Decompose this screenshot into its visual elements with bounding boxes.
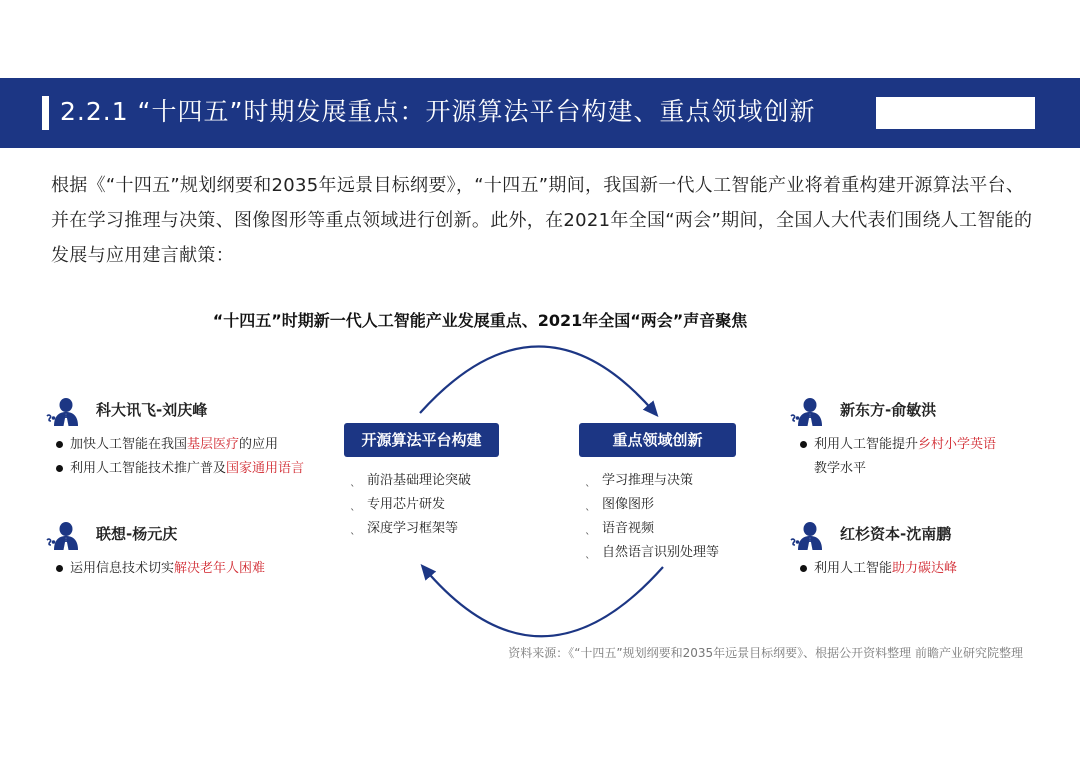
tick-icon: ˎ [585, 474, 591, 487]
tick-icon: ˎ [585, 498, 591, 511]
lenovo-points [54, 557, 265, 581]
bullet-icon [56, 441, 63, 448]
innovation-items [585, 469, 719, 565]
tick-icon: ˎ [350, 522, 356, 535]
list-item: 利用人工智能助力碳达峰 [798, 557, 957, 581]
tick-icon: ˎ [585, 522, 591, 535]
tick-icon: ˎ [350, 474, 356, 487]
list-item-continuation: 教学水平 [814, 461, 867, 476]
list-item: ˎ 前沿基础理论突破 [350, 469, 471, 493]
bullet-icon [800, 565, 807, 572]
tick-icon: ˎ [350, 498, 356, 511]
list-item: ˎ 图像图形 [585, 493, 719, 517]
bottom-cycle-arrow [424, 567, 663, 636]
list-item: 利用人工智能提升乡村小学英语 [798, 433, 996, 457]
list-item: 加快人工智能在我国基层医疗的应用 [54, 433, 304, 457]
page-title: 2.2.1 “十四五”时期发展重点：开源算法平台构建、重点领域创新 [60, 97, 816, 126]
speaker-icon [790, 520, 824, 550]
speaker-icon [46, 396, 80, 426]
list-item: 利用人工智能技术推广普及国家通用语言 [54, 457, 304, 481]
bullet-icon [56, 465, 63, 472]
key-field-innovation-box: 重点领域创新 [579, 423, 736, 457]
bullet-icon [800, 441, 807, 448]
bullet-icon [56, 565, 63, 572]
tick-icon: ˎ [585, 546, 591, 559]
person-name: 联想-杨元庆 [96, 525, 178, 543]
list-item: ˎ 深度学习框架等 [350, 517, 471, 541]
list-item: 运用信息技术切实解决老年人困难 [54, 557, 265, 581]
list-item: ˎ 语音视频 [585, 517, 719, 541]
person-name: 红杉资本-沈南鹏 [840, 525, 952, 543]
speaker-icon [790, 396, 824, 426]
new-oriental-points [798, 433, 996, 481]
top-cycle-arrow [420, 347, 655, 414]
list-item: ˎ 专用芯片研发 [350, 493, 471, 517]
open-source-items [350, 469, 471, 541]
source-note: 资料来源：《“十四五”规划纲要和2035年远景目标纲要》、根据公开资料整理 前瞻产业研究院整理 [508, 646, 1023, 660]
speaker-icon [46, 520, 80, 550]
iflytek-points [54, 433, 304, 481]
person-name: 新东方-俞敏洪 [840, 401, 937, 419]
sequoia-points [798, 557, 957, 581]
intro-paragraph: 根据《“十四五”规划纲要和2035年远景目标纲要》，“十四五”期间，我国新一代人工智能产业将着重构建开源算法平台、并在学习推理与决策、图像图形等重点领域进行创新。此外，在2021年全国“两会”期间，全国人大代表们围绕人工智能的发展与应用建言献策： [51, 175, 1033, 266]
list-item: ˎ 自然语言识别处理等 [585, 541, 719, 565]
diagram-title: “十四五”时期新一代人工智能产业发展重点、2021年全国“两会”声音聚焦 [212, 311, 748, 330]
person-name: 科大讯飞-刘庆峰 [96, 401, 208, 419]
open-source-platform-box: 开源算法平台构建 [344, 423, 499, 457]
list-item: ˎ 学习推理与决策 [585, 469, 719, 493]
